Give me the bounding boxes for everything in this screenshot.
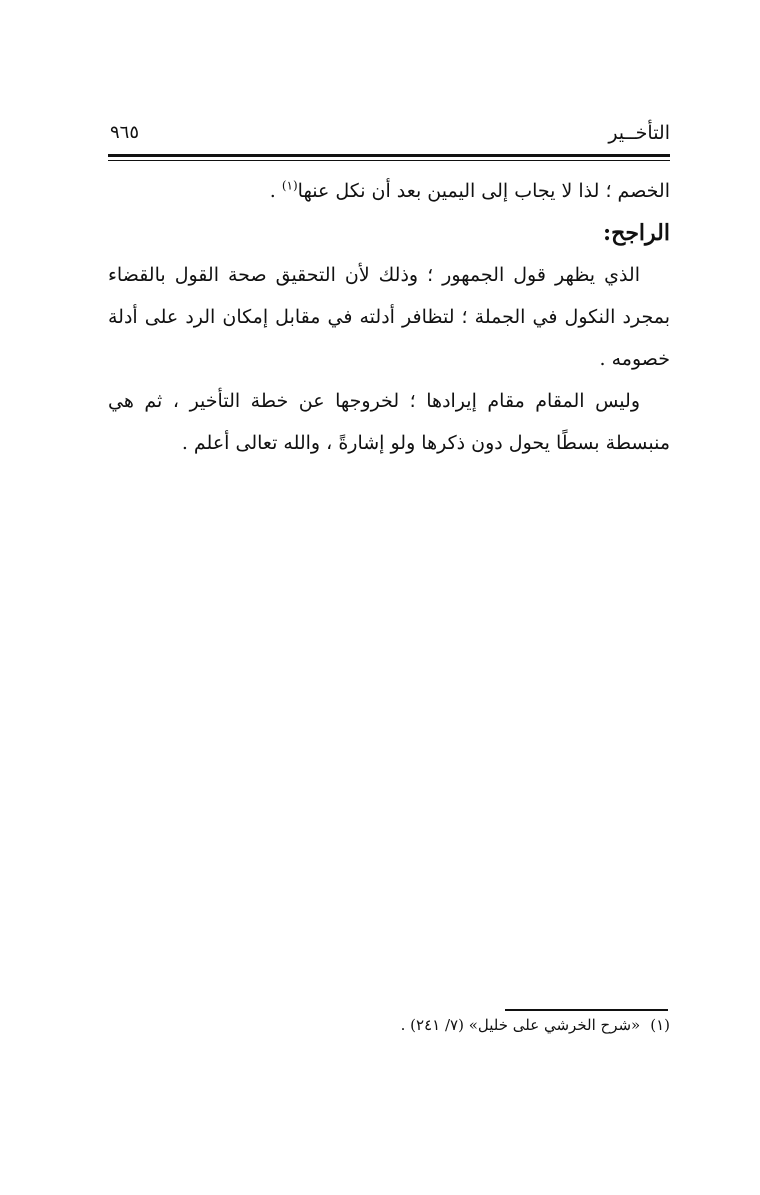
header-rule-thin [108,160,670,161]
page-number: ٩٦٥ [110,122,140,143]
paragraph-2: وليس المقام مقام إيرادها ؛ لخروجها عن خطة التأخير ، ثم هي منبسطة بسطًا يحول دون ذكرها ولو إشارةً ، والله تعالى أعلم . [108,390,670,454]
footnote-text: «شرح الخرشي على خليل» (٧/ ٢٤١) . [400,1016,641,1034]
footnote-1 [108,1012,670,1038]
continuation-line [108,170,670,212]
continuation-end: . [269,180,282,202]
footnote-number: (١) [650,1016,670,1034]
footnote-reference[interactable]: (١) [281,178,298,193]
section-heading: الراجح: [603,220,670,246]
paragraph-1: الذي يظهر قول الجمهور ؛ وذلك لأن التحقيق صحة القول بالقضاء بمجرد النكول في الجملة ؛ لتظافر أدلته في مقابل إمكان الرد على أدلة خصومه . [108,264,670,370]
footnote-separator [505,1009,668,1011]
main-text [108,170,670,464]
continuation-text: الخصم ؛ لذا لا يجاب إلى اليمين بعد أن نكل عنها [297,180,670,202]
header-rule-thick [108,154,670,157]
page-header [108,112,670,152]
running-title: التأخــير [608,122,670,144]
